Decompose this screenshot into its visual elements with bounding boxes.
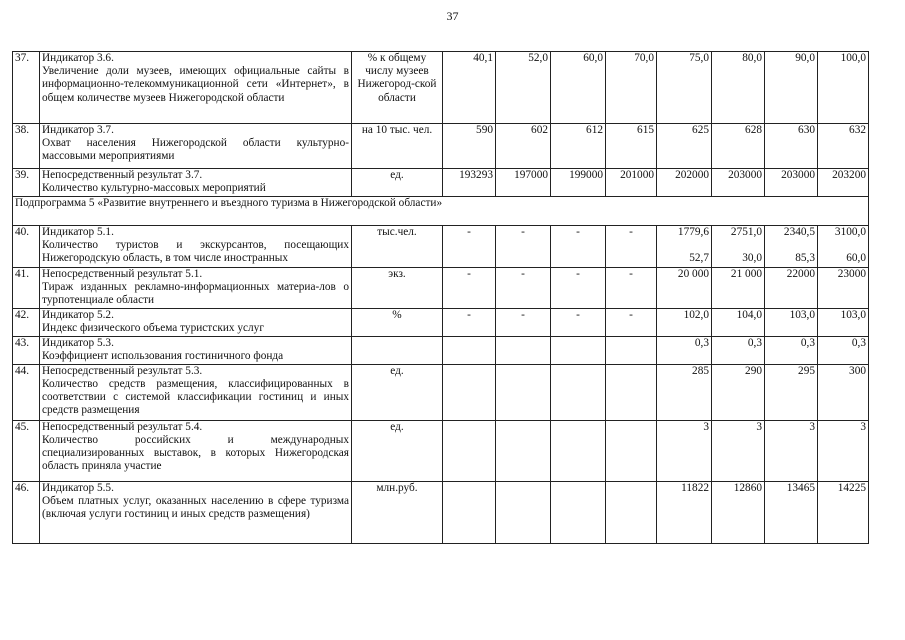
value-cell bbox=[443, 169, 496, 197]
value-cell bbox=[712, 336, 765, 364]
value-cell bbox=[606, 268, 657, 309]
unit-cell: тыс.чел. bbox=[352, 226, 443, 268]
value-cell bbox=[496, 124, 551, 169]
value-cell bbox=[551, 481, 606, 543]
value-cell bbox=[712, 124, 765, 169]
value: - bbox=[629, 268, 633, 280]
value: 100,0 bbox=[840, 52, 866, 64]
value-cell bbox=[712, 481, 765, 543]
value-cell bbox=[712, 52, 765, 124]
unit-cell: ед. bbox=[352, 420, 443, 481]
table-row bbox=[13, 481, 869, 543]
table-row bbox=[13, 169, 869, 197]
value-cell bbox=[818, 308, 869, 336]
value: 202000 bbox=[675, 169, 709, 181]
value-cell bbox=[657, 308, 712, 336]
value-cell bbox=[657, 52, 712, 124]
value: 590 bbox=[476, 124, 493, 136]
value-cell bbox=[496, 52, 551, 124]
value: 3100,0 bbox=[834, 226, 866, 238]
value-cell bbox=[443, 124, 496, 169]
indicator-description: Индекс физического объема туристских услуг bbox=[42, 321, 264, 334]
table-row bbox=[13, 124, 869, 169]
row-number: 41. bbox=[13, 268, 40, 309]
indicator-name bbox=[40, 268, 352, 309]
value-cell bbox=[443, 308, 496, 336]
unit-cell: ед. bbox=[352, 169, 443, 197]
unit-cell: ед. bbox=[352, 364, 443, 420]
value-cell bbox=[496, 420, 551, 481]
value-cell bbox=[818, 124, 869, 169]
value: 23000 bbox=[837, 268, 866, 280]
indicator-title: Непосредственный результат 5.1. bbox=[42, 268, 203, 280]
indicator-title: Непосредственный результат 5.4. bbox=[42, 420, 203, 433]
value: 632 bbox=[849, 124, 866, 136]
value-cell bbox=[657, 124, 712, 169]
unit-cell: % к общему числу музеев Нижегород-ской области bbox=[352, 52, 443, 124]
value: 300 bbox=[849, 364, 866, 377]
value-cell bbox=[657, 420, 712, 481]
value-cell bbox=[765, 52, 818, 124]
value-cell bbox=[657, 336, 712, 364]
value: 103,0 bbox=[789, 308, 815, 321]
value-cell bbox=[496, 169, 551, 197]
value: 21 000 bbox=[730, 268, 762, 280]
value: 2751,0 bbox=[730, 226, 762, 238]
value-cell bbox=[818, 268, 869, 309]
table-row bbox=[13, 226, 869, 268]
value-cell bbox=[765, 336, 818, 364]
value-cell bbox=[443, 481, 496, 543]
value: 102,0 bbox=[683, 308, 709, 321]
value-cell bbox=[443, 420, 496, 481]
value-foreign: 85,3 bbox=[795, 252, 815, 265]
table-row bbox=[13, 268, 869, 309]
value: 1779,6 bbox=[677, 226, 709, 238]
table-body bbox=[13, 52, 869, 544]
row-number: 43. bbox=[13, 336, 40, 364]
indicator-name bbox=[40, 124, 352, 169]
value-cell bbox=[765, 420, 818, 481]
indicator-title: Непосредственный результат 5.3. bbox=[42, 364, 203, 377]
value-cell bbox=[496, 481, 551, 543]
value-cell bbox=[765, 268, 818, 309]
unit-cell: экз. bbox=[352, 268, 443, 309]
row-number: 44. bbox=[13, 364, 40, 420]
value-cell bbox=[443, 52, 496, 124]
value: 0,3 bbox=[851, 336, 866, 349]
value-cell bbox=[551, 124, 606, 169]
row-number: 42. bbox=[13, 308, 40, 336]
value: 11822 bbox=[681, 481, 709, 494]
value: 602 bbox=[531, 124, 548, 136]
value: 13465 bbox=[786, 481, 815, 494]
value-cell bbox=[712, 169, 765, 197]
row-number: 45. bbox=[13, 420, 40, 481]
value-cell bbox=[818, 364, 869, 420]
row-number: 39. bbox=[13, 169, 40, 197]
indicator-description: Количество российских и международных специализированных выставок, в которых Нижегородская область приняла участие bbox=[42, 433, 349, 473]
value-cell bbox=[765, 481, 818, 543]
value: 285 bbox=[692, 364, 709, 377]
value: 197000 bbox=[514, 169, 548, 181]
value: - bbox=[467, 268, 471, 280]
value: - bbox=[576, 226, 580, 238]
value-cell bbox=[765, 308, 818, 336]
value-cell bbox=[712, 364, 765, 420]
value-cell bbox=[657, 169, 712, 197]
value: 0,3 bbox=[694, 336, 709, 349]
value-foreign: 52,7 bbox=[689, 252, 709, 265]
value-cell bbox=[443, 268, 496, 309]
section-title: Подпрограмма 5 «Развитие внутреннего и въездного туризма в Нижегородской области» bbox=[13, 197, 869, 226]
indicator-name bbox=[40, 226, 352, 268]
value: - bbox=[629, 226, 633, 238]
value-cell bbox=[606, 124, 657, 169]
unit-cell: % bbox=[352, 308, 443, 336]
value-cell bbox=[765, 169, 818, 197]
value-cell bbox=[551, 336, 606, 364]
value-cell bbox=[551, 364, 606, 420]
value-cell bbox=[818, 169, 869, 197]
value: - bbox=[521, 308, 525, 321]
value-cell bbox=[818, 336, 869, 364]
value: 628 bbox=[745, 124, 762, 136]
value-cell bbox=[496, 336, 551, 364]
value: 12860 bbox=[733, 481, 762, 494]
value: 22000 bbox=[786, 268, 815, 280]
value-cell bbox=[606, 364, 657, 420]
value-cell bbox=[712, 226, 765, 268]
value: 2340,5 bbox=[783, 226, 815, 238]
value: 3 bbox=[703, 420, 709, 433]
indicator-description: Коэффициент использования гостиничного фонда bbox=[42, 349, 284, 362]
table-row bbox=[13, 420, 869, 481]
value: 103,0 bbox=[840, 308, 866, 321]
value: 90,0 bbox=[795, 52, 815, 64]
section-row bbox=[13, 197, 869, 226]
indicator-description: Тираж изданных рекламно-информационных материа-лов о турпотенциале области bbox=[42, 281, 349, 307]
value: 203200 bbox=[832, 169, 866, 181]
indicator-title: Индикатор 5.1. bbox=[42, 226, 114, 238]
indicator-description: Увеличение доли музеев, имеющих официальные сайты в информационно-телекоммуникационной сети «Интернет», в общем количестве музеев Нижегородской области bbox=[42, 65, 349, 104]
value-cell bbox=[712, 308, 765, 336]
table-row bbox=[13, 364, 869, 420]
page-number: 37 bbox=[446, 9, 459, 23]
value-foreign: 60,0 bbox=[846, 252, 866, 265]
value-cell bbox=[606, 226, 657, 268]
value-cell bbox=[551, 226, 606, 268]
indicators-table bbox=[12, 51, 869, 544]
value-cell bbox=[818, 481, 869, 543]
table-row bbox=[13, 336, 869, 364]
value: 40,1 bbox=[473, 52, 493, 64]
value: 80,0 bbox=[742, 52, 762, 64]
indicator-name bbox=[40, 52, 352, 124]
value: 104,0 bbox=[736, 308, 762, 321]
value-cell bbox=[657, 226, 712, 268]
indicator-description: Охват населения Нижегородской области культурно-массовыми мероприятиями bbox=[42, 137, 349, 163]
indicator-description: Количество туристов и экскурсантов, посещающих Нижегородскую область, в том числе иностранных bbox=[42, 239, 349, 265]
value-cell bbox=[551, 308, 606, 336]
unit-cell: млн.руб. bbox=[352, 481, 443, 543]
value: 290 bbox=[745, 364, 762, 377]
value: 60,0 bbox=[583, 52, 603, 64]
indicator-description: Количество средств размещения, классифицированных в соответствии с системой классификации гостиниц и иных средств размещения bbox=[42, 377, 349, 417]
row-number: 37. bbox=[13, 52, 40, 124]
value-cell bbox=[712, 268, 765, 309]
unit-cell bbox=[352, 336, 443, 364]
value-cell bbox=[606, 420, 657, 481]
value-cell bbox=[496, 308, 551, 336]
indicator-name bbox=[40, 364, 352, 420]
value: 3 bbox=[756, 420, 762, 433]
value-cell bbox=[818, 420, 869, 481]
value-cell bbox=[818, 226, 869, 268]
indicator-description: Количество культурно-массовых мероприятий bbox=[42, 182, 266, 195]
value: 3 bbox=[809, 420, 815, 433]
indicator-description: Объем платных услуг, оказанных населению в сфере туризма (включая услуги гостиниц и иных средств размещения) bbox=[42, 494, 349, 521]
value-cell bbox=[606, 169, 657, 197]
row-number: 40. bbox=[13, 226, 40, 268]
indicator-title: Индикатор 5.3. bbox=[42, 336, 114, 349]
value-cell bbox=[765, 124, 818, 169]
value: 14225 bbox=[837, 481, 866, 494]
value: 0,3 bbox=[800, 336, 815, 349]
indicator-name bbox=[40, 308, 352, 336]
value-cell bbox=[657, 364, 712, 420]
value-cell bbox=[443, 226, 496, 268]
value: 201000 bbox=[620, 169, 654, 181]
indicator-title: Индикатор 3.6. bbox=[42, 52, 114, 64]
value: 52,0 bbox=[528, 52, 548, 64]
value-cell bbox=[712, 420, 765, 481]
value: 70,0 bbox=[634, 52, 654, 64]
value: - bbox=[467, 308, 471, 321]
value-cell bbox=[496, 226, 551, 268]
value-cell bbox=[551, 268, 606, 309]
value-cell bbox=[765, 364, 818, 420]
value: 75,0 bbox=[689, 52, 709, 64]
indicator-title: Индикатор 5.5. bbox=[42, 481, 114, 494]
value-cell bbox=[657, 268, 712, 309]
value-cell bbox=[606, 336, 657, 364]
value: 203000 bbox=[728, 169, 762, 181]
value: - bbox=[521, 268, 525, 280]
value: - bbox=[576, 268, 580, 280]
value-cell bbox=[606, 52, 657, 124]
value: - bbox=[467, 226, 471, 238]
value: 193293 bbox=[459, 169, 493, 181]
value-cell bbox=[657, 481, 712, 543]
value-cell bbox=[765, 226, 818, 268]
value: 20 000 bbox=[677, 268, 709, 280]
indicator-name bbox=[40, 169, 352, 197]
value: 630 bbox=[798, 124, 815, 136]
value-cell bbox=[551, 420, 606, 481]
row-number: 38. bbox=[13, 124, 40, 169]
indicator-name bbox=[40, 336, 352, 364]
value: 0,3 bbox=[747, 336, 762, 349]
value: 203000 bbox=[781, 169, 815, 181]
value: 295 bbox=[798, 364, 815, 377]
value: 3 bbox=[860, 420, 866, 433]
value-foreign: 30,0 bbox=[742, 252, 762, 265]
value: 612 bbox=[586, 124, 603, 136]
value-cell bbox=[818, 52, 869, 124]
value: 625 bbox=[692, 124, 709, 136]
value-cell bbox=[606, 481, 657, 543]
value: 615 bbox=[637, 124, 654, 136]
value-cell bbox=[606, 308, 657, 336]
value-cell bbox=[496, 268, 551, 309]
value-cell bbox=[443, 364, 496, 420]
indicator-name bbox=[40, 481, 352, 543]
value: - bbox=[576, 308, 580, 321]
indicator-name bbox=[40, 420, 352, 481]
value: - bbox=[629, 308, 633, 321]
indicator-title: Индикатор 5.2. bbox=[42, 308, 114, 321]
value-cell bbox=[496, 364, 551, 420]
value: 199000 bbox=[569, 169, 603, 181]
value: - bbox=[521, 226, 525, 238]
value-cell bbox=[551, 52, 606, 124]
table-row bbox=[13, 52, 869, 124]
value-cell bbox=[443, 336, 496, 364]
indicator-title: Непосредственный результат 3.7. bbox=[42, 169, 203, 181]
table-row bbox=[13, 308, 869, 336]
unit-cell: на 10 тыс. чел. bbox=[352, 124, 443, 169]
row-number: 46. bbox=[13, 481, 40, 543]
value-cell bbox=[551, 169, 606, 197]
indicator-title: Индикатор 3.7. bbox=[42, 124, 114, 136]
